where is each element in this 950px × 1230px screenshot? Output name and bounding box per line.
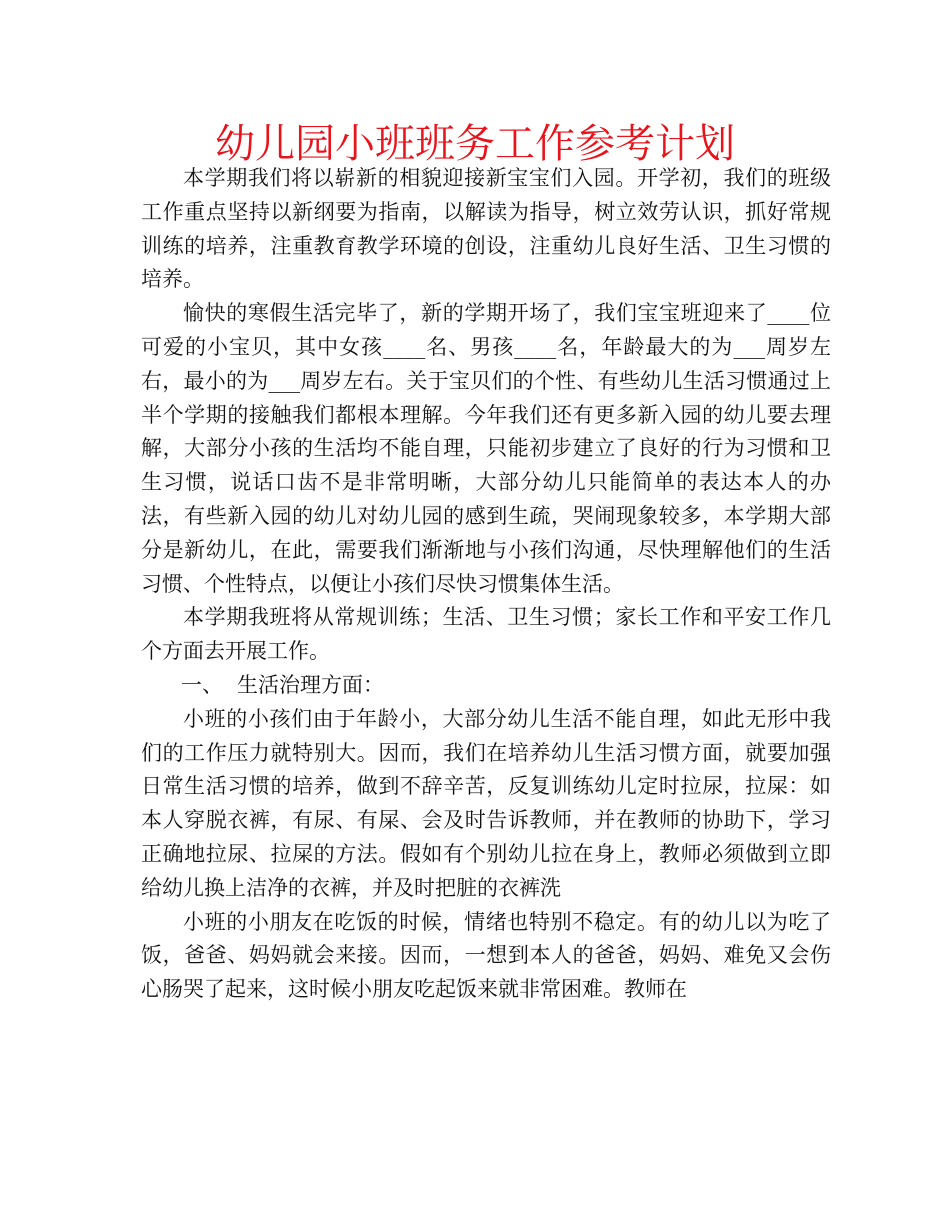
paragraph-mealtime: 小班的小朋友在吃饭的时候，情绪也特别不稳定。有的幼儿以为吃了饭，爸爸、妈妈就会来接。因而，一想到本人的爸爸，妈妈、难免又会伤心肠哭了起来，这时候小朋友吃起饭来就非常困难。教师在 xyxy=(141,909,831,1002)
paragraph-intro: 本学期我们将以崭新的相貌迎接新宝宝们入园。开学初，我们的班级工作重点坚持以新纲要为指南，以解读为指导，树立效劳认识，抓好常规训练的培养，注重教育教学环境的创设，注重幼儿良好生活、卫生习惯的培养。 xyxy=(141,166,831,292)
paragraph-work-aspects: 本学期我班将从常规训练；生活、卫生习惯；家长工作和平安工作几个方面去开展工作。 xyxy=(141,605,831,664)
paragraph-class-situation: 愉快的寒假生活完毕了，新的学期开场了，我们宝宝班迎来了____位可爱的小宝贝，其中女孩____名、男孩____名，年龄最大的为___周岁左右，最小的为___周岁左右。关于宝贝们的个性、有些幼儿生活习惯通过上半个学期的接触我们都根本理解。今年我们还有更多新入园的幼儿要去理解，大部分小孩的生活均不能自理，只能初步建立了良好的行为习惯和卫生习惯，说话口齿不是非常明晰，大部分幼儿只能简单的表达本人的办法，有些新入园的幼儿对幼儿园的感到生疏，哭闹现象较多，本学期大部分是新幼儿，在此，需要我们渐渐地与小孩们沟通，尽快理解他们的生活习惯、个性特点，以便让小孩们尽快习惯集体生活。 xyxy=(141,301,831,596)
paragraph-life-habits: 小班的小孩们由于年龄小，大部分幼儿生活不能自理，如此无形中我们的工作压力就特别大。因而，我们在培养幼儿生活习惯方面，就要加强日常生活习惯的培养，做到不辞辛苦，反复训练幼儿定时拉尿，拉屎：如本人穿脱衣裤，有尿、有屎、会及时告诉教师，并在教师的协助下，学习正确地拉尿、拉屎的方法。假如有个别幼儿拉在身上，教师必须做到立即给幼儿换上洁净的衣裤，并及时把脏的衣裤洗 xyxy=(141,706,831,900)
section-number: 一、 xyxy=(181,672,223,697)
document-title: 幼儿园小班班务工作参考计划 xyxy=(215,121,735,167)
section-heading xyxy=(141,669,831,703)
section-heading-text: 生活治理方面： xyxy=(237,672,384,697)
document-body xyxy=(141,162,831,1007)
